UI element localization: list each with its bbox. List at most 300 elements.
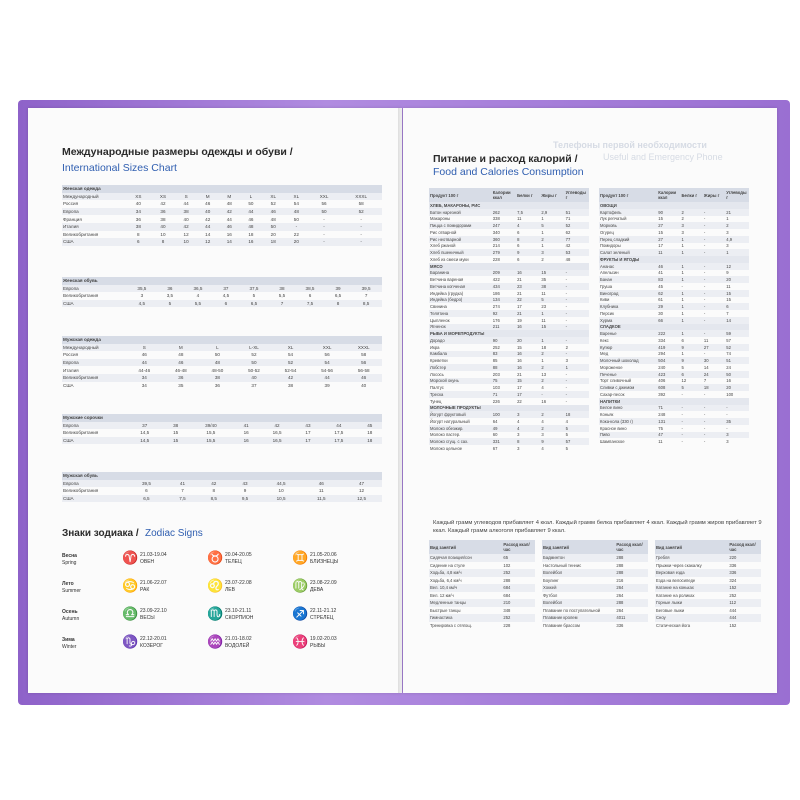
food-name: Йогурт фруктовый <box>429 411 492 418</box>
activity-row <box>542 577 648 585</box>
zodiac-dates: 19.02-20.03 <box>310 636 337 642</box>
food-section-row <box>429 405 589 412</box>
food-value: 74 <box>726 351 731 357</box>
zodiac-name: РАК <box>140 586 150 593</box>
table-cell: 46 <box>248 216 254 222</box>
zodiac-symbol-icon: ♉ <box>207 550 224 565</box>
food-name: Ветчина вареная <box>430 277 464 283</box>
food-value: 21 <box>516 310 540 317</box>
food-value: 60 <box>492 432 498 438</box>
table-cell: 46-48 <box>174 367 187 373</box>
food-name: Помидоры <box>600 243 621 249</box>
food-value: 1 <box>725 249 749 256</box>
food-row <box>429 236 589 243</box>
food-name: Пиво <box>599 432 657 439</box>
food-name: Молоко пастер. <box>430 432 461 438</box>
food-value: 1 <box>541 243 544 249</box>
activity-name: Прыжки через скакалку <box>656 562 702 568</box>
size-table-header: Женская одежда <box>62 185 382 193</box>
food-value: 5 <box>565 445 569 451</box>
table-cell: - <box>360 231 362 237</box>
food-value: 66 <box>657 317 680 324</box>
food-name: Баранина <box>429 270 492 277</box>
activity-header-row <box>429 540 535 554</box>
table-row <box>62 215 382 223</box>
food-value: 186 <box>492 290 500 296</box>
food-value: - <box>565 317 568 323</box>
activity-table <box>655 540 761 629</box>
food-row <box>429 445 589 452</box>
food-value: 226 <box>492 398 500 404</box>
row-label: Италия <box>62 223 126 231</box>
food-value: 2 <box>540 236 564 243</box>
food-value: 11 <box>703 337 709 343</box>
table-cell: 44 <box>197 223 219 231</box>
zodiac-season <box>62 637 112 651</box>
food-value: - <box>703 405 725 412</box>
food-name: Дорадо <box>429 337 492 344</box>
table-cell: 37 <box>214 285 238 293</box>
table-cell: 50 <box>214 352 220 358</box>
table-cell: 18 <box>367 430 373 436</box>
food-row <box>599 391 749 398</box>
table-cell: 10,5 <box>261 495 302 503</box>
food-value: 18 <box>565 411 589 418</box>
food-value: 75 <box>492 378 516 385</box>
table-row <box>62 374 382 382</box>
zodiac-text <box>310 580 337 593</box>
food-section-row <box>599 324 749 331</box>
activity-row <box>429 569 535 577</box>
food-value: 12 <box>681 378 687 384</box>
table-cell: 4,5 <box>222 293 230 299</box>
food-value: 9 <box>681 344 703 351</box>
table-cell: 38 <box>126 223 151 231</box>
food-row <box>599 438 749 445</box>
activity-table <box>429 540 535 629</box>
food-value: - <box>565 385 568 391</box>
food-row <box>429 391 589 398</box>
food-value: 2 <box>681 216 684 222</box>
food-row <box>429 256 589 263</box>
food-value: - <box>703 432 725 439</box>
zodiac-name: СКОРПИОН <box>225 614 254 621</box>
activity-kcal: 252 <box>502 614 535 622</box>
activity-name: Беговые лыжи <box>656 607 685 613</box>
food-name: Ананас <box>599 263 657 270</box>
food-value: 3 <box>726 439 729 445</box>
food-value: - <box>703 283 706 289</box>
food-value: - <box>565 324 589 331</box>
activity-row <box>429 599 535 607</box>
row-label: Россия <box>63 201 79 207</box>
zodiac-symbol-icon: ♌ <box>207 578 224 593</box>
table-cell: 39 <box>326 285 350 293</box>
food-value: 2 <box>540 351 564 358</box>
food-value: - <box>565 391 589 398</box>
table-cell: 4 <box>196 293 200 299</box>
food-value: - <box>565 283 589 290</box>
table-cell: 7,5 <box>294 300 326 308</box>
food-value: - <box>725 405 749 412</box>
food-value: 18 <box>541 344 547 350</box>
food-section-label: РЫБА И МОРЕПРОДУКТЫ <box>429 330 589 337</box>
size-table-header-row <box>62 472 382 480</box>
food-value: 1 <box>541 229 544 235</box>
table-cell: 44 <box>126 359 163 367</box>
zodiac-text <box>225 636 252 649</box>
food-value: 211 <box>492 324 516 331</box>
food-section-row <box>429 202 589 209</box>
table-row <box>62 437 382 445</box>
food-value: 15 <box>726 297 731 303</box>
table-cell: S <box>175 193 197 201</box>
food-value: - <box>565 290 568 296</box>
table-cell: 36 <box>151 208 176 216</box>
table-cell: 41 <box>167 480 198 488</box>
table-cell: 54 <box>287 352 294 358</box>
table-cell: 44 <box>183 201 189 207</box>
food-value: 1 <box>726 216 729 222</box>
table-cell: 7,5 <box>167 495 198 503</box>
food-value: 2,9 <box>540 209 564 216</box>
food-value: 57 <box>726 337 731 343</box>
food-value: - <box>540 391 564 398</box>
table-cell: 40 <box>361 382 367 388</box>
food-value: 338 <box>492 216 500 222</box>
table-cell: - <box>323 231 325 237</box>
activity-name: Боулинг <box>543 577 559 583</box>
zodiac-symbol-icon: ♏ <box>207 606 224 621</box>
food-value: 228 <box>492 256 500 262</box>
food-name: Треска <box>429 391 492 398</box>
table-cell: 38 <box>175 208 197 216</box>
table-cell: 5 <box>158 300 182 308</box>
food-name: Молочный шоколад <box>599 357 657 364</box>
food-value: 2 <box>540 378 564 385</box>
zodiac-row <box>62 607 382 633</box>
food-value: 20 <box>516 337 540 344</box>
table-cell: 47 <box>341 480 382 488</box>
food-name: Молоко сгущ. с сах. <box>429 438 492 445</box>
food-value: - <box>703 222 725 229</box>
zodiac-symbol-icon: ♓ <box>292 634 309 649</box>
table-cell: 50-52 <box>248 367 260 373</box>
food-name: Варенье <box>599 330 657 337</box>
food-value: 434 <box>492 283 516 290</box>
food-value: 15 <box>540 324 564 331</box>
food-value: 22 <box>517 398 522 404</box>
table-cell: 16,5 <box>258 437 295 445</box>
table-cell: 44 <box>226 216 232 222</box>
food-section-label: СЛАДКОЕ <box>599 324 749 331</box>
food-value: 214 <box>492 243 500 249</box>
food-name: Киви <box>600 297 610 303</box>
food-row <box>599 249 749 256</box>
activity-header-row <box>542 540 648 554</box>
food-name: Салат зеленый <box>599 249 657 256</box>
food-value: - <box>703 297 706 303</box>
table-cell: 10 <box>175 238 197 246</box>
table-cell: 48 <box>240 223 262 231</box>
food-name: Рис отварной <box>430 229 457 235</box>
table-cell: 40 <box>236 374 273 382</box>
food-value: 64 <box>492 418 498 424</box>
food-value: 83 <box>657 276 680 283</box>
zodiac-text <box>140 552 167 565</box>
food-value: 5 <box>565 425 589 432</box>
left-page <box>28 108 402 693</box>
food-name: Макароны <box>430 216 451 222</box>
table-row <box>62 351 382 359</box>
food-value: 16 <box>516 364 540 371</box>
food-value: 15 <box>725 290 749 297</box>
food-value: 15 <box>540 270 564 277</box>
food-row <box>599 405 749 412</box>
sizes-subtitle: International Sizes Chart <box>62 162 177 174</box>
zodiac-text <box>140 580 167 593</box>
table-cell: 42 <box>160 201 166 207</box>
food-value: 21 <box>517 371 522 377</box>
food-col-header: Калории ккал <box>492 188 516 202</box>
zodiac-season <box>62 553 112 567</box>
food-value: - <box>703 229 706 235</box>
food-row <box>599 357 749 364</box>
food-value: 47 <box>657 432 680 439</box>
food-row <box>429 249 589 256</box>
activity-kcal: 288 <box>615 599 648 607</box>
food-name: Клубника <box>599 303 657 310</box>
food-value: 48 <box>565 256 571 262</box>
food-value: 45 <box>658 283 663 289</box>
food-name: Мороженое <box>600 364 623 370</box>
food-table-left <box>429 188 589 452</box>
food-row <box>429 283 589 290</box>
food-value: 134 <box>492 297 516 304</box>
row-label: Европа <box>62 359 126 367</box>
table-cell: 7 <box>181 488 184 494</box>
activity-name: Плавание брассом <box>543 622 580 628</box>
activity-kcal: 684 <box>503 592 511 598</box>
activity-name: Верховая езда <box>655 569 728 577</box>
food-name: Хурма <box>599 317 657 324</box>
food-name: Индейка (грудка) <box>430 290 464 296</box>
zodiac-symbol-icon: ♍ <box>292 578 309 593</box>
table-cell: 36 <box>135 216 141 222</box>
food-col-header: Продукт 100 г <box>429 188 492 202</box>
food-col-header: Углеводы г <box>565 188 589 202</box>
activity-kcal: 288 <box>615 569 648 577</box>
table-cell: 42 <box>198 480 229 488</box>
food-value: 1 <box>681 351 684 357</box>
zodiac-name: ДЕВА <box>310 586 324 593</box>
food-value: 18 <box>703 384 725 391</box>
activity-col-header: Расход ккал/час <box>615 540 648 554</box>
food-value: 24 <box>703 371 725 378</box>
table-cell: 52 <box>272 359 309 367</box>
activity-row <box>429 614 535 622</box>
food-value: 16 <box>516 324 540 331</box>
table-cell: 17,5 <box>334 430 344 436</box>
food-value: 62 <box>657 290 680 297</box>
activity-kcal: 444 <box>728 614 761 622</box>
zodiac-grid <box>62 551 382 671</box>
activity-kcal: 288 <box>615 554 648 562</box>
food-col-header: Жиры г <box>703 188 725 202</box>
food-value: 340 <box>492 229 500 235</box>
food-value: 15 <box>658 229 663 235</box>
food-table-header-row <box>429 188 589 202</box>
table-cell: 38 <box>199 374 236 382</box>
food-row <box>599 432 749 439</box>
food-value: 38 <box>540 283 564 290</box>
food-value: 24 <box>726 364 731 370</box>
food-name: Хлеб пшеничный <box>429 249 492 256</box>
table-cell: 38 <box>163 422 187 430</box>
food-value: 294 <box>658 351 666 357</box>
table-cell: 16,5 <box>272 430 282 436</box>
food-name: Молоко цельное <box>430 445 463 451</box>
table-cell: 10 <box>278 488 284 494</box>
activity-name: Волейбол <box>542 569 615 577</box>
food-value: - <box>703 290 725 297</box>
table-cell: 37 <box>126 422 163 430</box>
row-label: Европа <box>62 480 126 488</box>
food-value: - <box>703 303 725 310</box>
food-name: Хлеб ржаной <box>430 243 456 249</box>
size-table <box>62 185 382 246</box>
table-cell: 40 <box>183 216 189 222</box>
food-value: 16 <box>517 358 522 364</box>
table-cell: XXXL <box>340 193 382 201</box>
row-label: Великобритания <box>63 231 99 237</box>
food-value: 23 <box>516 283 540 290</box>
activity-name: Езда на велосипеде <box>656 577 696 583</box>
food-value: 21 <box>725 209 749 216</box>
food-section-row <box>599 398 749 405</box>
table-cell: 38 <box>287 382 294 388</box>
food-value: 11 <box>726 283 731 289</box>
row-label: Великобритания <box>62 374 126 382</box>
zodiac-title: Знаки зодиака / <box>62 528 139 539</box>
food-name: Торт сливочный <box>600 378 632 384</box>
activity-kcal: 264 <box>616 607 624 613</box>
zodiac-symbol-icon: ♒ <box>207 634 224 649</box>
table-cell: 50 <box>262 223 285 231</box>
food-value: 2 <box>681 209 703 216</box>
sizes-title: Международные размеры одежды и обуви / <box>62 146 293 158</box>
zodiac-dates: 22.11-21.12 <box>310 608 337 614</box>
table-row <box>62 300 382 308</box>
table-cell: 6 <box>126 238 151 246</box>
table-cell: 8 <box>137 231 140 237</box>
table-row <box>62 285 382 293</box>
size-table <box>62 277 382 307</box>
zodiac-text <box>310 608 336 621</box>
activity-kcal: 210 <box>502 599 535 607</box>
food-value: - <box>565 371 568 377</box>
food-name: Лосось <box>430 371 444 377</box>
zodiac-dates: 21.05-20.06 <box>310 552 337 558</box>
table-row <box>62 422 382 430</box>
food-value: 14 <box>703 364 709 370</box>
food-value: 46 <box>657 263 680 270</box>
size-table-header: Мужская обувь <box>62 472 382 480</box>
table-row <box>62 238 382 246</box>
table-cell: 56-58 <box>357 367 370 373</box>
food-value: 49 <box>492 425 516 432</box>
table-cell: 14 <box>205 231 211 237</box>
food-row <box>599 216 749 223</box>
activity-row <box>655 554 761 562</box>
table-cell: 48-50 <box>211 367 224 373</box>
food-value: 62 <box>565 229 571 235</box>
row-label: Великобритания <box>63 293 99 299</box>
food-value: - <box>703 330 725 337</box>
zodiac-text <box>225 580 252 593</box>
table-cell: 17 <box>296 437 320 445</box>
food-value: - <box>565 304 568 310</box>
table-cell: 50 <box>236 359 273 367</box>
food-value: 4,9 <box>725 236 749 243</box>
zodiac-name: ТЕЛЕЦ <box>225 558 242 565</box>
table-cell: 46 <box>219 223 241 231</box>
table-cell: - <box>340 238 382 246</box>
zodiac-dates: 23.07-22.08 <box>225 580 252 586</box>
food-value: 1 <box>540 337 564 344</box>
table-cell: M <box>219 193 241 201</box>
food-name: Морской окунь <box>429 378 492 385</box>
food-value: - <box>681 283 683 289</box>
table-row <box>62 200 382 208</box>
food-value: 1 <box>681 276 703 283</box>
food-section-label: НАПИТКИ <box>599 398 749 405</box>
row-label: США <box>63 382 74 388</box>
table-row <box>62 344 382 352</box>
activity-name: Медленные танцы <box>429 599 502 607</box>
food-value: 3 <box>725 432 749 439</box>
table-cell: 48 <box>226 201 232 207</box>
zodiac-text <box>140 608 167 621</box>
table-cell: - <box>308 238 340 246</box>
food-name: Белое вино <box>599 405 657 412</box>
food-value: 42 <box>565 243 571 249</box>
food-name: Коньяк <box>600 412 614 418</box>
activity-kcal: 444 <box>729 607 737 613</box>
table-cell: 56 <box>321 201 327 207</box>
food-row <box>429 216 589 223</box>
zodiac-row <box>62 551 382 577</box>
table-cell: 42 <box>219 208 241 216</box>
food-name: Икра <box>430 344 440 350</box>
table-cell: L-XL <box>236 344 273 352</box>
zodiac-name: КОЗЕРОГ <box>140 642 163 649</box>
table-cell: - <box>360 216 362 222</box>
activity-name: Настольный теннис <box>543 562 582 568</box>
table-cell: 14,5 <box>126 437 163 445</box>
food-value: 59 <box>725 330 749 337</box>
row-label: Международный <box>62 344 126 352</box>
food-value: 422 <box>492 277 500 283</box>
food-value: 7 <box>726 310 729 316</box>
food-value: 29 <box>657 303 680 310</box>
activity-row <box>429 622 535 630</box>
table-cell: 36 <box>163 374 200 382</box>
activity-kcal: 348 <box>503 607 511 613</box>
table-row <box>62 193 382 201</box>
zodiac-name: РЫБЫ <box>310 642 326 649</box>
calorie-note: Каждый грамм углеводов прибавляет 4 ккал. Каждый грамм белка прибавляет 4 ккал. Каждый грамм жиров прибавляет 9 ккал. Каждый грамм алкоголя прибавляет 9 ккал. <box>433 520 762 534</box>
